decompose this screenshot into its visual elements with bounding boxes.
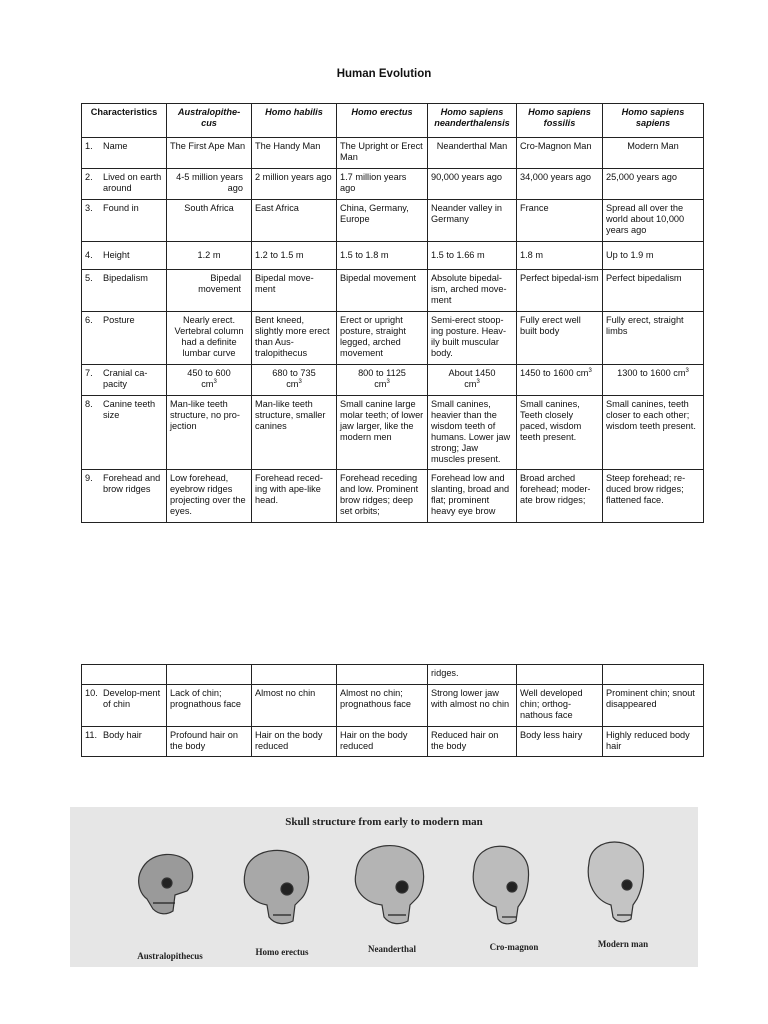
table-cell — [82, 665, 167, 685]
table-cell: Almost no chin — [252, 685, 337, 727]
skull-figure — [70, 807, 698, 967]
table-cell: Small canines, Teeth closely paced, wisdom teeth present. — [517, 396, 603, 470]
table-cell: 1.5 to 1.66 m — [428, 242, 517, 270]
table-cell: Spread all over the world about 10,000 years ago — [603, 200, 704, 242]
table-cell: China, Germany, Europe — [337, 200, 428, 242]
table-cell: Nearly erect. Vertebral column had a definite lumbar curve — [167, 312, 252, 365]
table-cell: 680 to 735 $cm^3$ — [252, 365, 337, 396]
table-cell: Small canines, teeth closer to each other; wisdom teeth present. — [603, 396, 704, 470]
table-cell: Broad arched forehead; moder-ate brow ridges; — [517, 470, 603, 523]
table-cell: Bipedal movement — [167, 270, 252, 312]
table-cell: Forehead reced-ing with ape-like head. — [252, 470, 337, 523]
row-label: 9. Forehead and brow ridges — [82, 470, 167, 523]
table-cell: Hair on the body reduced — [252, 727, 337, 757]
header-homo-habilis: Homo habilis — [252, 104, 337, 138]
table-cell: The Handy Man — [252, 138, 337, 169]
row-label: 8. Canine teeth size — [82, 396, 167, 470]
australopithecus-skull — [139, 854, 193, 913]
row-label: 11. Body hair — [82, 727, 167, 757]
table-cell — [517, 665, 603, 685]
row-label: 7. Cranial ca-pacity — [82, 365, 167, 396]
table-cell: Well developed chin; orthog-nathous face — [517, 685, 603, 727]
table-header-row — [82, 104, 704, 138]
header-fossilis: Homo sapiens fossilis — [517, 104, 603, 138]
table-cell: Erect or upright posture, straight legged, arched movement — [337, 312, 428, 365]
table-cell: Almost no chin; prognathous face — [337, 685, 428, 727]
table-cell: Forehead low and slanting, broad and flat; prominent heavy eye brow — [428, 470, 517, 523]
skull-label-australopithecus: Australopithecus — [137, 951, 203, 961]
table-cell: 1.8 m — [517, 242, 603, 270]
table-cell: Low forehead, eyebrow ridges projecting over the eyes. — [167, 470, 252, 523]
table-cell: South Africa — [167, 200, 252, 242]
table-cell — [167, 665, 252, 685]
table-row — [82, 685, 704, 727]
table-cell: Cro-Magnon Man — [517, 138, 603, 169]
row-label: 1. Name — [82, 138, 167, 169]
table-row — [82, 470, 704, 523]
row-label: 3. Found in — [82, 200, 167, 242]
table-cell: 90,000 years ago — [428, 169, 517, 200]
table-cell: Forehead receding and low. Prominent brow ridges; deep set orbits; — [337, 470, 428, 523]
row-label: 4. Height — [82, 242, 167, 270]
table-cell: Fully erect well built body — [517, 312, 603, 365]
table-cell: Modern Man — [603, 138, 704, 169]
table-cell: 34,000 years ago — [517, 169, 603, 200]
header-homo-erectus: Homo erectus — [337, 104, 428, 138]
table-cell — [252, 665, 337, 685]
table-cell: 4-5 million years ago — [167, 169, 252, 200]
row-label: 5. Bipedalism — [82, 270, 167, 312]
table-cell: Steep forehead; re-duced brow ridges; flattened face. — [603, 470, 704, 523]
skull-label-cro-magnon: Cro-magnon — [489, 942, 539, 952]
table-row — [82, 242, 704, 270]
header-characteristics: Characteristics — [82, 104, 167, 138]
skull-label-homo-erectus: Homo erectus — [255, 947, 309, 957]
table-cell: Neander valley in Germany — [428, 200, 517, 242]
header-neanderthalensis: Homo sapiens neanderthalensis — [428, 104, 517, 138]
table-cell: 2 million years ago — [252, 169, 337, 200]
table-cell — [337, 665, 428, 685]
table-cell: Highly reduced body hair — [603, 727, 704, 757]
table-cell: 1.5 to 1.8 m — [337, 242, 428, 270]
table-row — [82, 270, 704, 312]
table-cell: Lack of chin; prognathous face — [167, 685, 252, 727]
table-cell: Body less hairy — [517, 727, 603, 757]
table-cell: ridges. — [428, 665, 517, 685]
table-cell: Man-like teeth structure, smaller canines — [252, 396, 337, 470]
table-cell: Prominent chin; snout disappeared — [603, 685, 704, 727]
table-cell: 450 to 600 $cm^3$ — [167, 365, 252, 396]
table-row — [82, 138, 704, 169]
table-cell: Perfect bipedalism — [603, 270, 704, 312]
skull-label-modern-man: Modern man — [597, 939, 649, 949]
table-cell: The First Ape Man — [167, 138, 252, 169]
figure-title: Skull structure from early to modern man — [285, 816, 483, 828]
modern-man-skull — [588, 842, 643, 922]
cro-magnon-skull — [473, 846, 528, 924]
row-label: 10. Develop-ment of chin — [82, 685, 167, 727]
table-row — [82, 727, 704, 757]
row-label: 6. Posture — [82, 312, 167, 365]
table-cell: 25,000 years ago — [603, 169, 704, 200]
table-cell: Semi-erect stoop-ing posture. Heav-ily built muscular body. — [428, 312, 517, 365]
header-australopithecus: Australopithe-cus — [167, 104, 252, 138]
table-cell: Absolute bipedal-ism, arched move-ment — [428, 270, 517, 312]
row-label: 2. Lived on earth around — [82, 169, 167, 200]
table-cell: The Upright or Erect Man — [337, 138, 428, 169]
table-cell: 1.2 m — [167, 242, 252, 270]
table-row — [82, 200, 704, 242]
table-cell: Bent kneed, slightly more erect than Aus-tralopithecus — [252, 312, 337, 365]
skull-label-neanderthal: Neanderthal — [368, 944, 416, 954]
table-row — [82, 365, 704, 396]
neanderthal-skull — [355, 846, 423, 924]
table-cell: Fully erect, straight limbs — [603, 312, 704, 365]
table-cell: Strong lower jaw with almost no chin — [428, 685, 517, 727]
table-cell: 1300 to 1600 $cm^3$ — [603, 365, 704, 396]
table-cell: 1.2 to 1.5 m — [252, 242, 337, 270]
table-cell: About 1450 $cm^3$ — [428, 365, 517, 396]
table-row — [82, 312, 704, 365]
table-cell — [603, 665, 704, 685]
table-cell: Profound hair on the body — [167, 727, 252, 757]
table-cell: 1.7 million years ago — [337, 169, 428, 200]
evolution-table — [81, 103, 704, 523]
table-cell: Bipedal move-ment — [252, 270, 337, 312]
page-title: Human Evolution — [336, 68, 432, 80]
table-cell: Small canines, heavier than the wisdom teeth of humans. Lower jaw strong; Jaw muscles present. — [428, 396, 517, 470]
evolution-table-continued — [81, 664, 704, 757]
table-cell: East Africa — [252, 200, 337, 242]
skull-illustration — [70, 807, 698, 967]
table-cell: Man-like teeth structure, no pro-jection — [167, 396, 252, 470]
table-row — [82, 665, 704, 685]
table-cell: Small canine large molar teeth; of lower jaw larger, like the modern men — [337, 396, 428, 470]
table-cell: 1450 to 1600 $cm^3$ — [517, 365, 603, 396]
table-row — [82, 169, 704, 200]
table-cell: France — [517, 200, 603, 242]
table-cell: Hair on the body reduced — [337, 727, 428, 757]
table-cell: 800 to 1125 $cm^3$ — [337, 365, 428, 396]
table-row — [82, 396, 704, 470]
table-cell: Up to 1.9 m — [603, 242, 704, 270]
header-sapiens-sapiens: Homo sapiens sapiens — [603, 104, 704, 138]
table-cell: Perfect bipedal-ism — [517, 270, 603, 312]
table-cell: Bipedal movement — [337, 270, 428, 312]
table-cell: Neanderthal Man — [428, 138, 517, 169]
table-cell: Reduced hair on the body — [428, 727, 517, 757]
homo-erectus-skull — [244, 850, 308, 923]
